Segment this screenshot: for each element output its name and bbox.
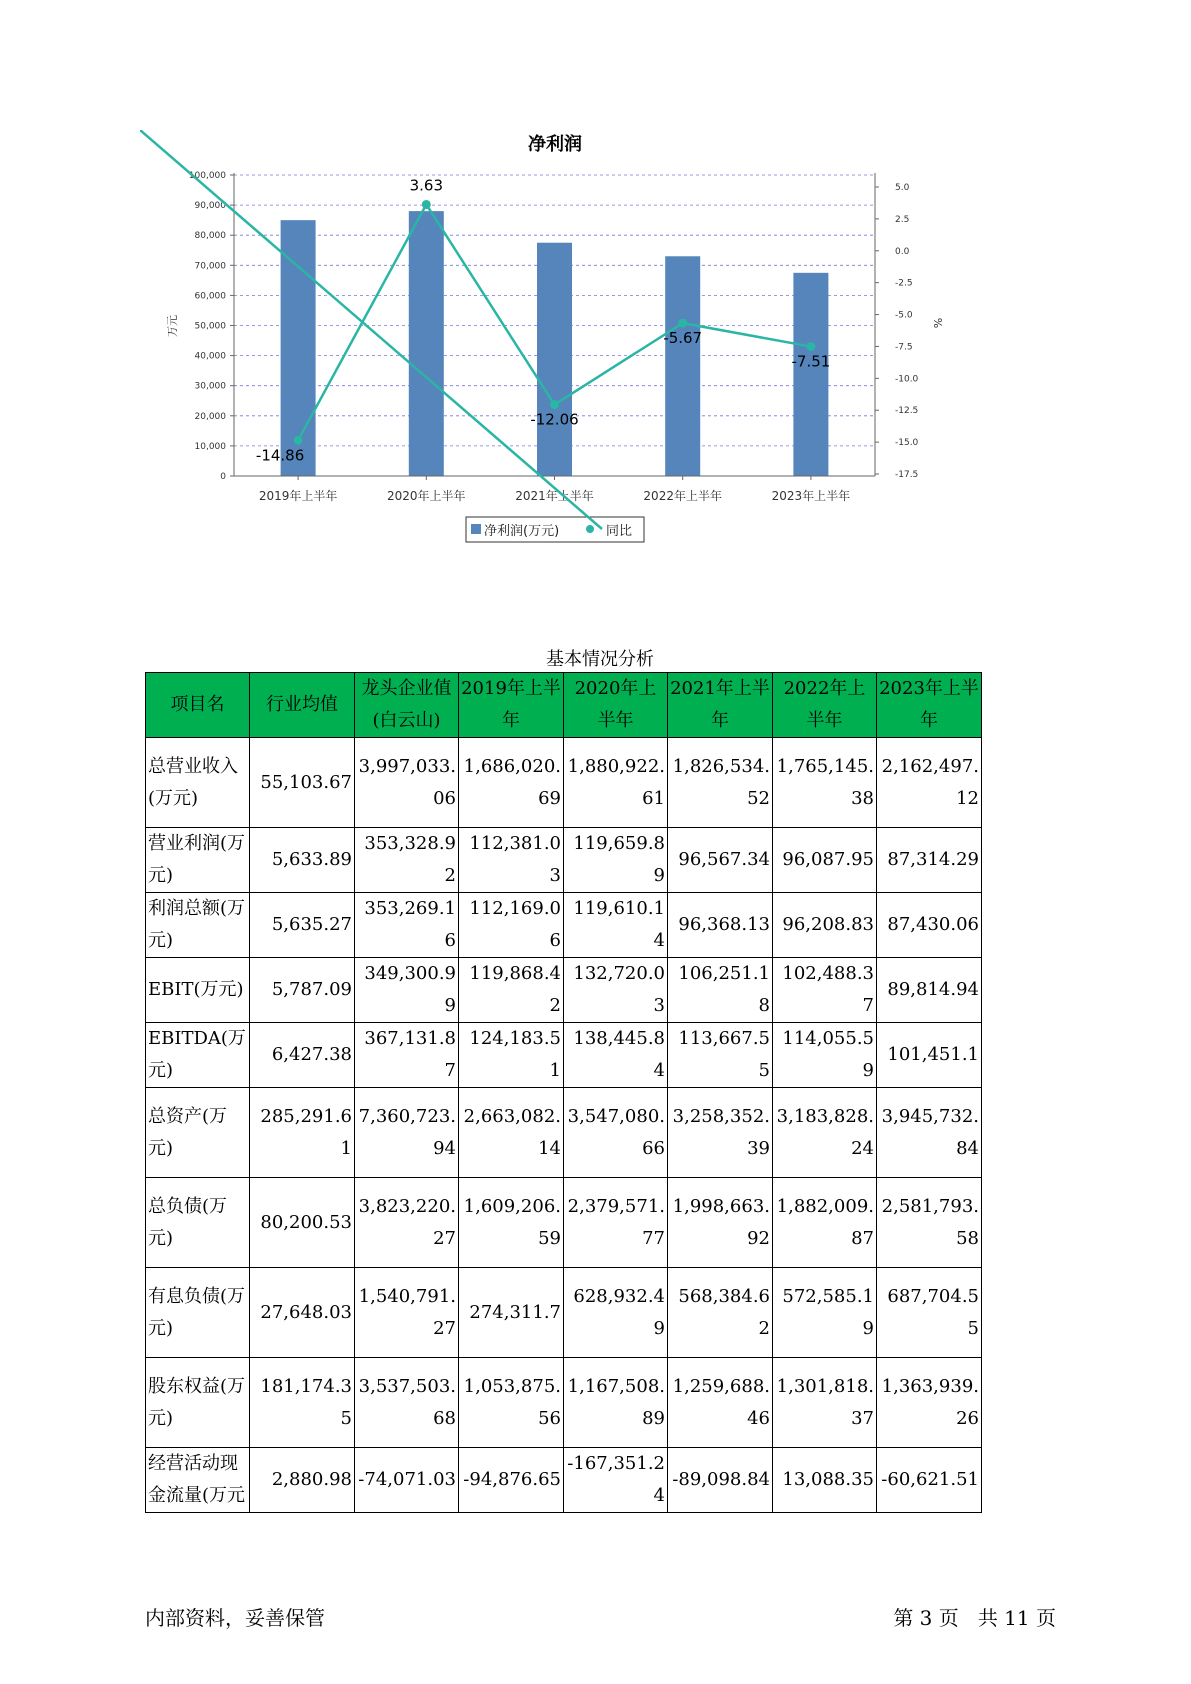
table-row [146,1268,982,1358]
right-tick-label: -15.0 [895,438,919,449]
table-header-cell: 行业均值 [250,673,355,738]
table-cell: 89,814.94 [877,958,982,1023]
table-header-cell: 龙头企业值(白云山) [355,673,459,738]
table-header-cell: 2019年上半年 [459,673,564,738]
table-cell: 181,174.35 [250,1358,355,1448]
right-tick-label: -10.0 [895,374,919,385]
table-cell: 96,208.83 [773,893,877,958]
table-cell: 353,269.16 [355,893,459,958]
table-header-cell: 项目名 [146,673,250,738]
table-cell: 2,581,793.58 [877,1178,982,1268]
yoy-point [550,400,559,409]
table-cell: 1,540,791.27 [355,1268,459,1358]
x-tick-label: 2023年上半年 [771,489,851,503]
left-tick-label: 50,000 [194,321,226,332]
bar [663,256,703,476]
data-label: -5.67 [663,329,703,348]
basic-analysis-table [145,672,982,1513]
table-cell: 124,183.51 [459,1023,564,1088]
left-tick-label: 60,000 [194,291,226,302]
table-cell: 1,826,534.52 [668,738,773,828]
legend-bar-label: 净利润(万元) [484,524,560,539]
footer-page-number: 第 3 页 共 11 页 [893,1606,1056,1630]
table-cell: 367,131.87 [355,1023,459,1088]
table-cell: 3,537,503.68 [355,1358,459,1448]
table-cell: -167,351.24 [564,1448,668,1513]
row-label: 经营活动现金流量(万元 [146,1448,250,1513]
table-cell: 27,648.03 [250,1268,355,1358]
table-cell: -74,071.03 [355,1448,459,1513]
table-cell: 1,765,145.38 [773,738,877,828]
row-label: 总负债(万元) [146,1178,250,1268]
left-tick-label: 70,000 [194,261,226,272]
table-cell: 1,167,508.89 [564,1358,668,1448]
table-row [146,1088,982,1178]
left-tick-label: 90,000 [194,201,226,212]
row-label: 总资产(万元) [146,1088,250,1178]
table-cell: 101,451.1 [877,1023,982,1088]
table-cell: 3,997,033.06 [355,738,459,828]
table-cell: 353,328.92 [355,828,459,893]
table-cell: 1,053,875.56 [459,1358,564,1448]
data-label: 3.63 [409,176,444,195]
table-cell: 113,667.55 [668,1023,773,1088]
data-label: -12.06 [530,410,579,429]
table-cell: 114,055.59 [773,1023,877,1088]
table-cell: 1,686,020.69 [459,738,564,828]
table-cell: -94,876.65 [459,1448,564,1513]
table-cell: 687,704.55 [877,1268,982,1358]
table-cell: 55,103.67 [250,738,355,828]
bar [409,211,444,476]
legend-line-marker [586,525,594,533]
table-cell: 274,311.7 [459,1268,564,1358]
footer-confidential: 内部资料，妥善保管 [145,1606,325,1630]
table-cell: -60,621.51 [877,1448,982,1513]
table-cell: -89,098.84 [668,1448,773,1513]
table-row [146,1178,982,1268]
table-cell: 87,430.06 [877,893,982,958]
table-cell: 96,368.13 [668,893,773,958]
data-label: -7.51 [791,352,831,371]
table-row [146,828,982,893]
table-cell: 96,567.34 [668,828,773,893]
right-tick-label: -5.0 [895,310,913,321]
left-tick-label: 10,000 [194,441,226,452]
table-cell: 138,445.84 [564,1023,668,1088]
right-tick-label: 5.0 [895,183,910,193]
table-cell: 1,363,939.26 [877,1358,982,1448]
chart-title: 净利润 [528,134,582,155]
right-tick-label: -12.5 [895,406,919,417]
table-cell: 2,379,571.77 [564,1178,668,1268]
table-cell: 80,200.53 [250,1178,355,1268]
data-label: -14.86 [255,446,305,465]
table-cell: 119,610.14 [564,893,668,958]
table-cell: 1,301,818.37 [773,1358,877,1448]
table-cell: 1,998,663.92 [668,1178,773,1268]
table-cell: 568,384.62 [668,1268,773,1358]
table-cell: 102,488.37 [773,958,877,1023]
table-cell: 5,787.09 [250,958,355,1023]
table-cell: 106,251.18 [668,958,773,1023]
legend-line-label: 同比 [606,524,633,539]
table-cell: 7,360,723.94 [355,1088,459,1178]
x-tick-label: 2019年上半年 [258,489,338,503]
table-cell: 132,720.03 [564,958,668,1023]
table-cell: 87,314.29 [877,828,982,893]
table-row [146,1358,982,1448]
legend-bar-swatch [471,524,481,534]
table-cell: 2,880.98 [250,1448,355,1513]
table-cell: 5,635.27 [250,893,355,958]
yoy-point [678,319,687,328]
yoy-point [422,200,431,209]
right-axis-title: % [931,317,944,329]
table-header-cell: 2022年上半年 [773,673,877,738]
x-tick-label: 2020年上半年 [387,489,466,503]
yoy-point [806,342,815,351]
table-cell: 1,880,922.61 [564,738,668,828]
table-cell: 2,663,082.14 [459,1088,564,1178]
left-tick-label: 40,000 [194,351,226,362]
table-header-row [146,673,982,738]
left-tick-label: 80,000 [194,231,226,242]
bar [791,273,831,476]
table-cell: 5,633.89 [250,828,355,893]
table-cell: 6,427.38 [250,1023,355,1088]
table-row [146,1023,982,1088]
table-cell: 13,088.35 [773,1448,877,1513]
table-cell: 3,823,220.27 [355,1178,459,1268]
row-label: 有息负债(万元) [146,1268,250,1358]
yoy-point [294,436,303,445]
table-row [146,738,982,828]
table-cell: 3,183,828.24 [773,1088,877,1178]
table-cell: 285,291.61 [250,1088,355,1178]
right-tick-label: -2.5 [895,278,913,289]
left-tick-label: 20,000 [194,411,226,422]
table-cell: 112,381.03 [459,828,564,893]
left-tick-label: 100,000 [188,171,226,181]
table-cell: 96,087.95 [773,828,877,893]
table-cell: 1,609,206.59 [459,1178,564,1268]
table-caption: 基本情况分析 [546,649,654,670]
table-cell: 3,547,080.66 [564,1088,668,1178]
table-cell: 2,162,497.12 [877,738,982,828]
table-header-cell: 2020年上半年 [564,673,668,738]
right-tick-label: 2.5 [895,214,910,225]
table-cell: 628,932.49 [564,1268,668,1358]
table-row [146,893,982,958]
x-tick-label: 2022年上半年 [643,489,722,503]
table-cell: 3,258,352.39 [668,1088,773,1178]
table-cell: 572,585.19 [773,1268,877,1358]
row-label: 营业利润(万元) [146,828,250,893]
chart-bars [281,211,829,476]
right-tick-label: 0.0 [895,246,910,257]
table-cell: 1,259,688.46 [668,1358,773,1448]
left-tick-label: 30,000 [194,381,226,392]
table-cell: 119,659.89 [564,828,668,893]
table-row [146,1448,982,1513]
bar [537,243,572,476]
row-label: 总营业收入(万元) [146,738,250,828]
table-cell: 349,300.99 [355,958,459,1023]
row-label: EBIT(万元) [146,958,250,1023]
row-label: 股东权益(万元) [146,1358,250,1448]
right-tick-label: -7.5 [895,342,913,353]
table-cell: 119,868.42 [459,958,564,1023]
left-axis-title: 万元 [166,315,179,337]
net-profit-chart [140,130,1000,600]
table-row [146,958,982,1023]
table-cell: 3,945,732.84 [877,1088,982,1178]
right-tick-label: -17.5 [895,470,919,480]
x-tick-label: 2021年上半年 [515,489,594,503]
table-cell: 1,882,009.87 [773,1178,877,1268]
left-tick-label: 0 [220,472,226,482]
table-header-cell: 2023年上半年 [877,673,982,738]
table-header-cell: 2021年上半年 [668,673,773,738]
table-cell: 112,169.06 [459,893,564,958]
row-label: 利润总额(万元) [146,893,250,958]
row-label: EBITDA(万元) [146,1023,250,1088]
